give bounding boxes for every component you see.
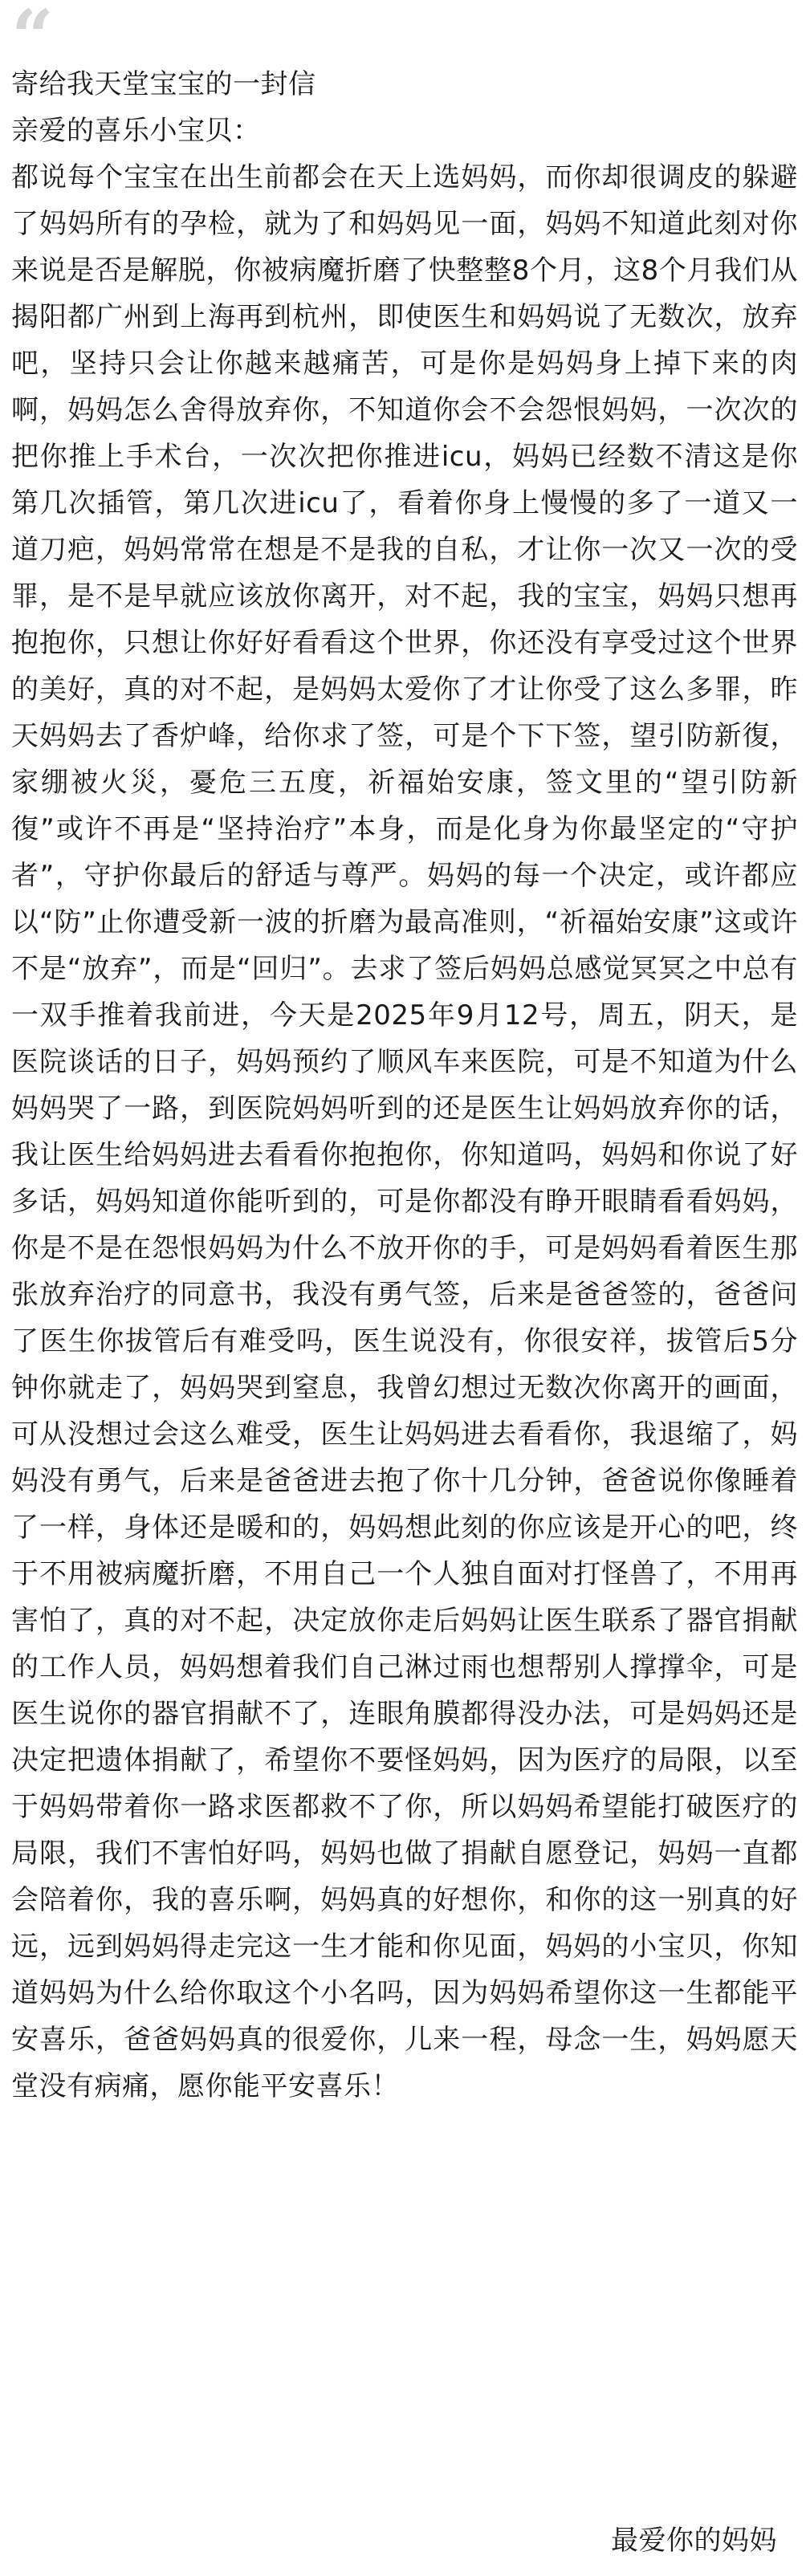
letter-signature: 最爱你的妈妈 [611,2525,777,2557]
letter [11,61,798,2110]
letter-body: 都说每个宝宝在出生前都会在天上选妈妈，而你却很调皮的躲避了妈妈所有的孕检，就为了和妈妈见一面，妈妈不知道此刻对你来说是否是解脱，你被病魔折磨了快整整8个月，这8个月我们从揭阳都广州到上海再到杭州，即使医生和妈妈说了无数次，放弃吧，坚持只会让你越来越痛苦，可是你是妈妈身上掉下来的肉啊，妈妈怎么舍得放弃你，不知道你会不会怨恨妈妈，一次次的把你推上手术台，一次次把你推进icu，妈妈已经数不清这是你第几次插管，第几次进icu了，看着你身上慢慢的多了一道又一道刀疤，妈妈常常在想是不是我的自私，才让你一次又一次的受罪，是不是早就应该放你离开，对不起，我的宝宝，妈妈只想再抱抱你，只想让你好好看看这个世界，你还没有享受过这个世界的美好，真的对不起，是妈妈太爱你了才让你受了这么多罪，昨天妈妈去了香炉峰，给你求了签，可是个下下签，望引防新復，家绷被火災，憂危三五度，祈福始安康，签文里的“望引防新復”或许不再是“坚持治疗”本身，而是化身为你最坚定的“守护者”，守护你最后的舒适与尊严。妈妈的每一个决定，或许都应以“防”止你遭受新一波的折磨为最高准则，“祈福始安康”这或许不是“放弃”，而是“回归”。去求了签后妈妈总感觉冥冥之中总有一双手推着我前进，今天是2025年9月12号，周五，阴天，是医院谈话的日子，妈妈预约了顺风车来医院，可是不知道为什么妈妈哭了一路，到医院妈妈听到的还是医生让妈妈放弃你的话，我让医生给妈妈进去看看你抱抱你，你知道吗，妈妈和你说了好多话，妈妈知道你能听到的，可是你都没有睁开眼睛看看妈妈，你是不是在怨恨妈妈为什么不放开你的手，可是妈妈看着医生那张放弃治疗的同意书，我没有勇气签，后来是爸爸签的，爸爸问了医生你拔管后有难受吗，医生说没有，你很安祥，拔管后5分钟你就走了，妈妈哭到窒息，我曾幻想过无数次你离开的画面，可从没想过会这么难受，医生让妈妈进去看看你，我退缩了，妈妈没有勇气，后来是爸爸进去抱了你十几分钟，爸爸说你像睡着了一样，身体还是暖和的，妈妈想此刻的你应该是开心的吧，终于不用被病魔折磨，不用自己一个人独自面对打怪兽了，不用再害怕了，真的对不起，决定放你走后妈妈让医生联系了器官捐献的工作人员，妈妈想着我们自己淋过雨也想帮别人撑撑伞，可是医生说你的器官捐献不了，连眼角膜都得没办法，可是妈妈还是决定把遗体捐献了，希望你不要怪妈妈，因为医疗的局限，以至于妈妈带着你一路求医都救不了你，所以妈妈希望能打破医疗的局限，我们不害怕好吗，妈妈也做了捐献自愿登记，妈妈一直都会陪着你，我的喜乐啊，妈妈真的好想你，和你的这一别真的好远，远到妈妈得走完这一生才能和你见面，妈妈的小宝贝，你知道妈妈为什么给你取这个小名吗，因为妈妈希望你这一生都能平安喜乐，爸爸妈妈真的很爱你，儿来一程，母念一生，妈妈愿天堂没有病痛，愿你能平安喜乐！ [11,161,798,2102]
quote-mark-icon: “ [11,0,54,80]
letter-greeting: 亲爱的喜乐小宝贝： [11,115,261,147]
letter-title: 寄给我天堂宝宝的一封信 [11,68,316,100]
